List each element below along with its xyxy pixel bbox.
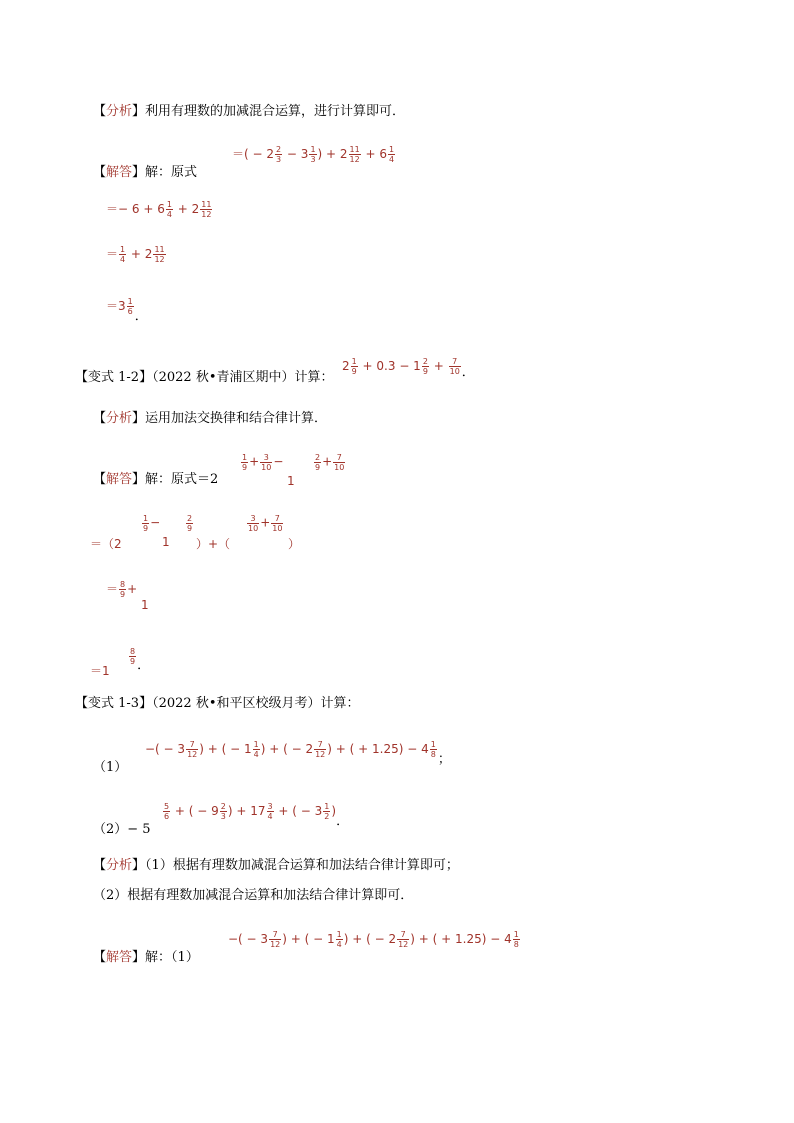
v2-line3-one: 1 bbox=[141, 598, 149, 612]
v2-line2-close: ） bbox=[288, 537, 301, 551]
v3-p2-label: （2）− 5 bbox=[93, 822, 151, 837]
fraction: $\frac{2}{3}$ bbox=[276, 145, 282, 164]
answer-line-3: 【解答】解：（1） bbox=[93, 950, 199, 965]
v2-a-one: 1 bbox=[287, 474, 295, 488]
v2-line2-frac2: $\frac{2}{9}$ bbox=[187, 514, 193, 533]
answer-label: 解答 bbox=[106, 165, 133, 180]
variant-1-2-title: 【变式 1-2】（2022 秋•青浦区期中）计算： bbox=[75, 370, 334, 385]
fraction: $\frac{1}{4}$ bbox=[389, 145, 395, 164]
answer-line-1: 【解答】解：原式 bbox=[93, 165, 198, 180]
v3-answer-expr: −( − 3 $\frac{7}{12}$ ) + ( − 1 $\frac{1}{4}$ ) + ( − 2 $\frac{7}{12}$ ) + ( + 1.25) − 4 $\frac{1}{8}$ bbox=[228, 930, 519, 949]
math-line-b1-2: ＝ $\frac{1}{4}$ + 2 $\frac{11}{12}$ bbox=[106, 245, 165, 264]
answer-line-2: 【解答】解：原式＝2 bbox=[93, 472, 219, 487]
analysis-label: 分析 bbox=[106, 104, 133, 119]
v2-line3: ＝ $\frac{8}{9}$ + bbox=[106, 580, 138, 599]
analysis-line-3: 【分析】（1）根据有理数加减混合运算和加法结合律计算即可； bbox=[93, 858, 459, 873]
fraction: $\frac{11}{12}$ bbox=[349, 145, 360, 164]
v3-p2-expr: $\frac{5}{6}$ + ( − 9 $\frac{2}{3}$ ) + 17 $\frac{3}{4}$ + ( − 3 $\frac{1}{2}$ )． bbox=[164, 802, 350, 829]
math-line-b1-1: ＝− 6 + 6 $\frac{1}{4}$ + 2 $\frac{11}{12}$ bbox=[106, 200, 212, 219]
analysis-line-1: 【分析】利用有理数的加减混合运算，进行计算即可． bbox=[93, 104, 406, 119]
fraction: $\frac{1}{6}$ bbox=[127, 297, 133, 316]
math-line-b1-3: ＝3 $\frac{1}{6}$ ． bbox=[106, 297, 148, 324]
fraction: $\frac{1}{3}$ bbox=[310, 145, 316, 164]
fraction: $\frac{7}{10}$ bbox=[449, 357, 460, 376]
fraction: $\frac{1}{4}$ bbox=[120, 245, 126, 264]
fraction: $\frac{11}{12}$ bbox=[154, 245, 165, 264]
answer-prefix: 解：原式 bbox=[145, 165, 198, 180]
analysis-line-2: 【分析】运用加法交换律和结合律计算． bbox=[93, 411, 328, 426]
fraction: $\frac{2}{9}$ bbox=[422, 357, 428, 376]
v2-line2-one: 1 bbox=[162, 535, 170, 549]
variant-1-2-expr: 2 $\frac{1}{9}$ + 0.3 − 1 $\frac{2}{9}$ + $\frac{7}{10}$ ． bbox=[342, 357, 475, 380]
v3-p1-expr: −( − 3 $\frac{7}{12}$ ) + ( − 1 $\frac{1}{4}$ ) + ( − 2 $\frac{7}{12}$ ) + ( + 1.25) − 4 $\frac{1}{8}$ ； bbox=[145, 740, 451, 767]
fraction: $\frac{11}{12}$ bbox=[201, 200, 212, 219]
analysis-line-4: （2）根据有理数加减混合运算和加法结合律计算即可． bbox=[93, 888, 414, 903]
v2-a-frac3: $\frac{2}{9}$ + $\frac{7}{10}$ bbox=[315, 453, 345, 472]
v3-p1-label: （1） bbox=[93, 760, 128, 775]
v2-line2-frac34: $\frac{3}{10}$ + $\frac{7}{10}$ bbox=[248, 514, 283, 533]
variant-1-3-title: 【变式 1-3】（2022 秋•和平区校级月考）计算： bbox=[75, 696, 360, 711]
v2-line2-open: ＝（2 bbox=[90, 537, 122, 551]
v2-a-frac1: $\frac{1}{9}$ + $\frac{3}{10}$ − bbox=[242, 453, 284, 472]
v2-line2-mid: ）+（ bbox=[196, 537, 231, 551]
fraction: $\frac{1}{4}$ bbox=[166, 200, 172, 219]
analysis-text: 利用有理数的加减混合运算，进行计算即可． bbox=[145, 104, 406, 119]
v2-line2-frac1: $\frac{1}{9}$ − bbox=[143, 514, 161, 533]
fraction: $\frac{1}{9}$ bbox=[351, 357, 357, 376]
math-line-b1-0: ＝( − 2 $\frac{2}{3}$ − 3 $\frac{1}{3}$ ) + 2 $\frac{11}{12}$ + 6 $\frac{1}{4}$ bbox=[232, 145, 395, 164]
v2-line4-frac: $\frac{8}{9}$ ． bbox=[130, 646, 151, 673]
v2-line4: ＝1 bbox=[90, 664, 110, 678]
